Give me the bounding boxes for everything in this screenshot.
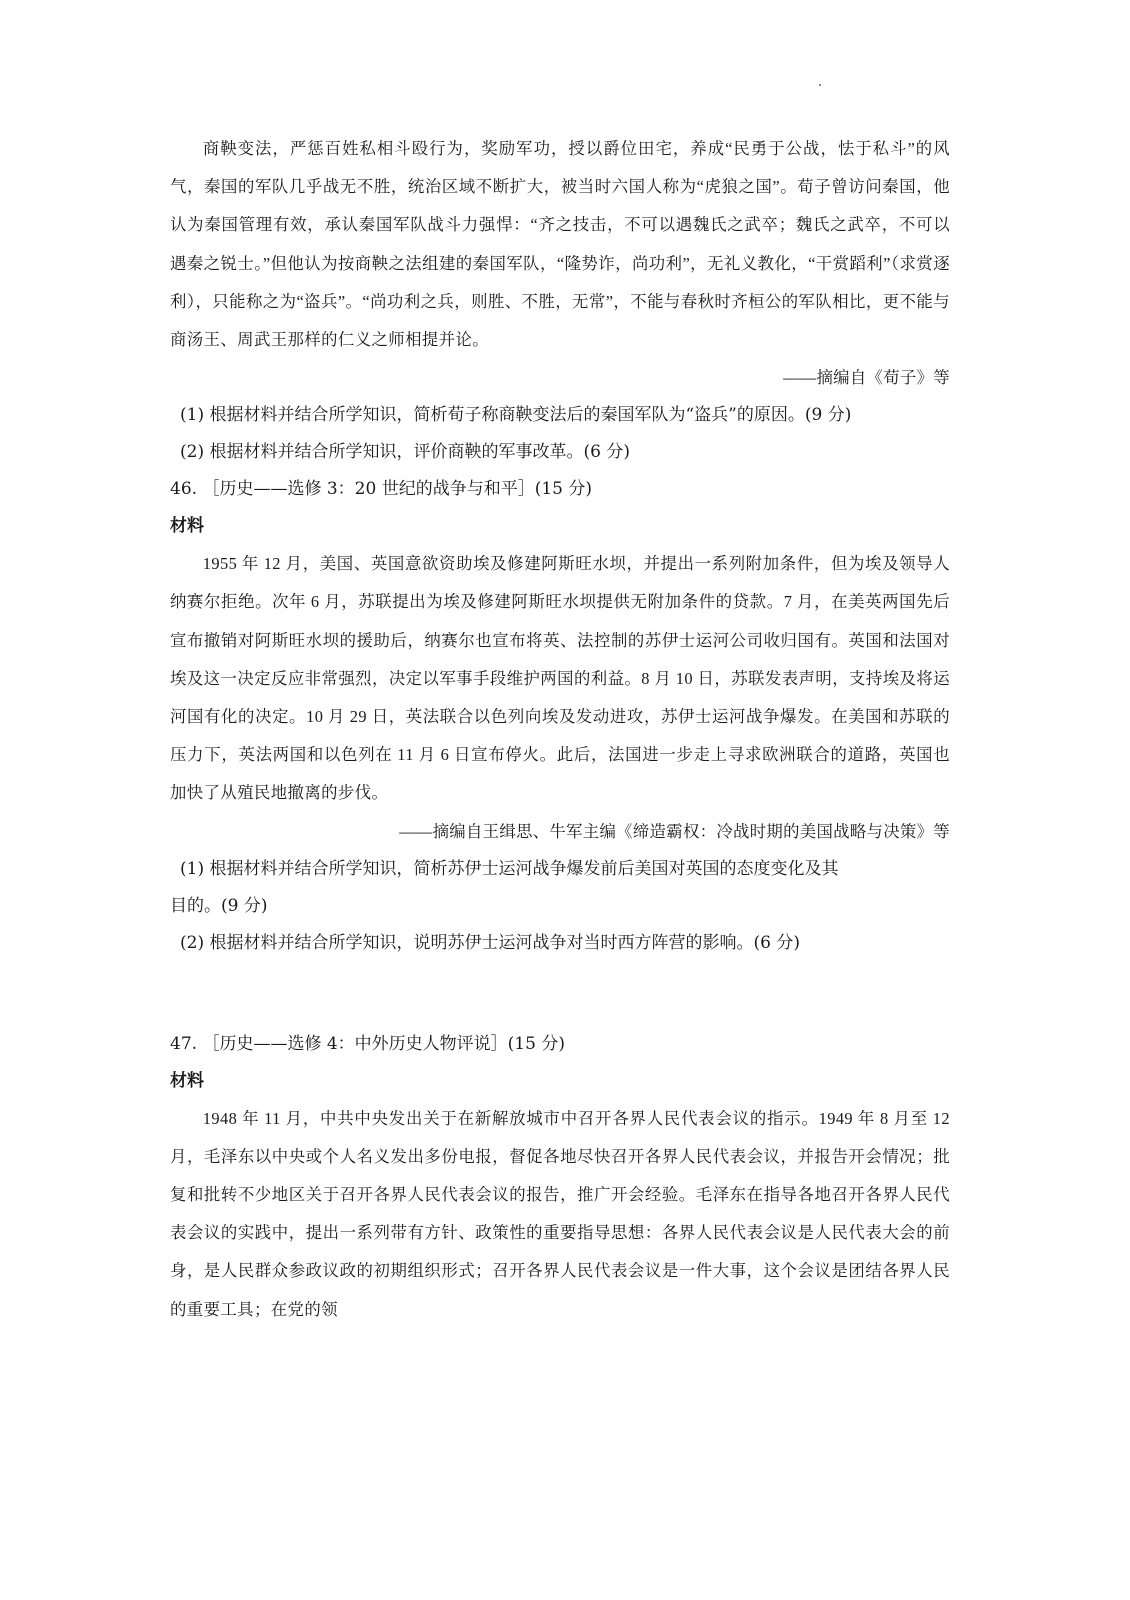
material-label: 材料 bbox=[170, 1070, 204, 1091]
sub-question-1: (1) 根据材料并结合所学知识，简析荀子称商鞅变法后的秦国军队为“盗兵”的原因。(9 分) bbox=[180, 405, 852, 426]
sub-question-1-line1: (1) 根据材料并结合所学知识，简析苏伊士运河战争爆发前后美国对英国的态度变化及其 bbox=[180, 858, 839, 879]
material-source: ——摘编自王缉思、牛军主编《缔造霸权：冷战时期的美国战略与决策》等 bbox=[399, 821, 950, 841]
question-heading: 47. ［历史——选修 4：中外历史人物评说］(15 分) bbox=[170, 1033, 565, 1054]
material-paragraph: 1955 年 12 月，美国、英国意欲资助埃及修建阿斯旺水坝，并提出一系列附加条件，但为埃及领导人纳赛尔拒绝。次年 6 月，苏联提出为埃及修建阿斯旺水坝提供无附加条件的贷款。7 月，在美英两国先后宣布撤销对阿斯旺水坝的援助后，纳赛尔也宣布将英、法控制的苏伊士运河公司收归国有。英国和法国对埃及这一决定反应非常强烈，决定以军事手段维护两国的利益。8 月 10 日，苏联发表声明，支持埃及将运河国有化的决定。10 月 29 日，英法联合以色列向埃及发动进攻，苏伊士运河战争爆发。在美国和苏联的压力下，英法两国和以色列在 11 月 6 日宣布停火。此后，法国进一步走上寻求欧洲联合的道路，英国也加快了从殖民地撤离的步伐。 bbox=[170, 554, 950, 803]
material-paragraph: 1948 年 11 月，中共中央发出关于在新解放城市中召开各界人民代表会议的指示。1949 年 8 月至 12 月，毛泽东以中央或个人名义发出多份电报，督促各地尽快召开各界人民代表会议，并报告开会情况；批复和批转不少地区关于召开各界人民代表会议的报告，推广开会经验。毛泽东在指导各地召开各界人民代表会议的实践中，提出一系列带有方针、政策性的重要指导思想：各界人民代表会议是人民代表大会的前身，是人民群众参政议政的初期组织形式；召开各界人民代表会议是一件大事，这个会议是团结各界人民的重要工具；在党的领 bbox=[170, 1108, 950, 1319]
question-46-section bbox=[170, 471, 950, 961]
sub-question-1 bbox=[170, 851, 950, 888]
sub-question-1-continued: 目的。(9 分) bbox=[170, 895, 268, 916]
material-paragraph: 商鞅变法，严惩百姓私相斗殴行为，奖励军功，授以爵位田宅，养成“民勇于公战，怯于私斗”的风气，秦国的军队几乎战无不胜，统治区域不断扩大，被当时六国人称为“虎狼之国”。荀子曾访问秦国，他认为秦国管理有效，承认秦国军队战斗力强悍：“齐之技击，不可以遇魏氏之武卒；魏氏之武卒，不可以遇秦之锐士。”但他认为按商鞅之法组建的秦国军队，“隆势诈，尚功利”，无礼义教化，“干赏蹈利”（求赏逐利），只能称之为“盗兵”。“尚功利之兵，则胜、不胜，无常”，不能与春秋时齐桓公的军队相比，更不能与商汤王、周武王那样的仁义之师相提并论。 bbox=[170, 139, 950, 350]
section-spacer bbox=[170, 962, 950, 1026]
material-label: 材料 bbox=[170, 516, 204, 537]
question-heading: 46. ［历史——选修 3：20 世纪的战争与和平］(15 分) bbox=[170, 479, 592, 500]
question-47-section bbox=[170, 1026, 950, 1329]
sub-question-2: (2) 根据材料并结合所学知识，评价商鞅的军事改革。(6 分) bbox=[180, 442, 630, 463]
sub-question-2: (2) 根据材料并结合所学知识，说明苏伊士运河战争对当时西方阵营的影响。(6 分) bbox=[180, 932, 800, 953]
question-45-section bbox=[170, 130, 950, 471]
scan-speck bbox=[819, 84, 821, 86]
material-source: ——摘编自《荀子》等 bbox=[783, 368, 950, 388]
exam-page bbox=[170, 130, 950, 1329]
